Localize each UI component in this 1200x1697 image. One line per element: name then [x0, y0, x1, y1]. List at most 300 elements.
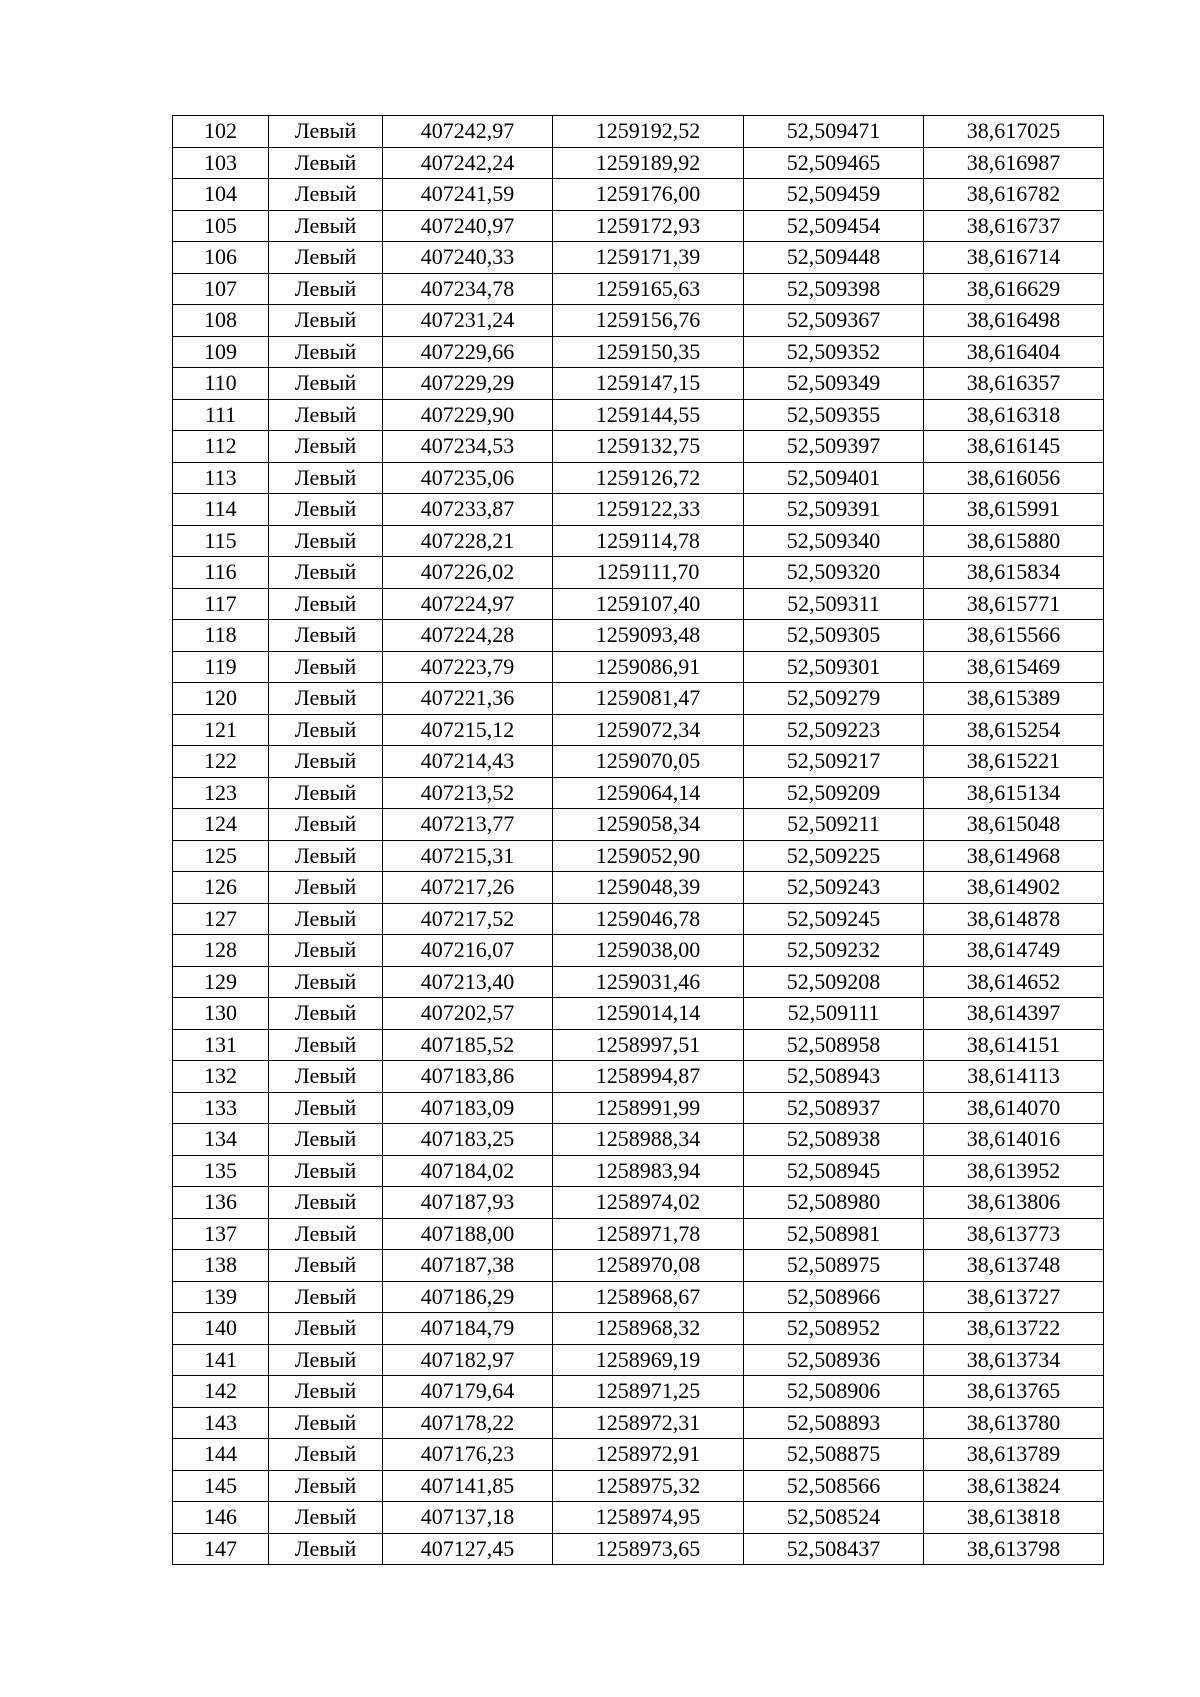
side-cell: Левый	[269, 1218, 383, 1250]
latitude-cell: 52,509397	[744, 431, 924, 463]
longitude-cell: 38,615254	[924, 714, 1104, 746]
longitude-cell: 38,615221	[924, 746, 1104, 778]
table-row	[173, 210, 1104, 242]
side-cell: Левый	[269, 966, 383, 998]
longitude-cell: 38,614397	[924, 998, 1104, 1030]
latitude-cell: 52,509211	[744, 809, 924, 841]
point-number-cell: 136	[173, 1187, 269, 1219]
longitude-cell: 38,616357	[924, 368, 1104, 400]
latitude-cell: 52,509111	[744, 998, 924, 1030]
table-row	[173, 935, 1104, 967]
longitude-cell: 38,614749	[924, 935, 1104, 967]
latitude-cell: 52,509367	[744, 305, 924, 337]
x-coordinate-cell: 407217,26	[383, 872, 553, 904]
x-coordinate-cell: 407179,64	[383, 1376, 553, 1408]
table-row	[173, 620, 1104, 652]
side-cell: Левый	[269, 588, 383, 620]
latitude-cell: 52,509279	[744, 683, 924, 715]
longitude-cell: 38,615134	[924, 777, 1104, 809]
point-number-cell: 140	[173, 1313, 269, 1345]
point-number-cell: 109	[173, 336, 269, 368]
side-cell: Левый	[269, 273, 383, 305]
latitude-cell: 52,509398	[744, 273, 924, 305]
latitude-cell: 52,508981	[744, 1218, 924, 1250]
longitude-cell: 38,614070	[924, 1092, 1104, 1124]
longitude-cell: 38,614151	[924, 1029, 1104, 1061]
x-coordinate-cell: 407141,85	[383, 1470, 553, 1502]
side-cell: Левый	[269, 683, 383, 715]
side-cell: Левый	[269, 1155, 383, 1187]
table-row	[173, 683, 1104, 715]
side-cell: Левый	[269, 368, 383, 400]
table-row	[173, 494, 1104, 526]
side-cell: Левый	[269, 1250, 383, 1282]
x-coordinate-cell: 407213,40	[383, 966, 553, 998]
x-coordinate-cell: 407215,31	[383, 840, 553, 872]
point-number-cell: 112	[173, 431, 269, 463]
longitude-cell: 38,614902	[924, 872, 1104, 904]
y-coordinate-cell: 1259038,00	[553, 935, 744, 967]
table-row	[173, 1407, 1104, 1439]
longitude-cell: 38,616404	[924, 336, 1104, 368]
side-cell: Левый	[269, 494, 383, 526]
y-coordinate-cell: 1259150,35	[553, 336, 744, 368]
table-row	[173, 1281, 1104, 1313]
x-coordinate-cell: 407215,12	[383, 714, 553, 746]
latitude-cell: 52,509311	[744, 588, 924, 620]
x-coordinate-cell: 407242,97	[383, 116, 553, 148]
table-row	[173, 179, 1104, 211]
y-coordinate-cell: 1259192,52	[553, 116, 744, 148]
side-cell: Левый	[269, 714, 383, 746]
latitude-cell: 52,509243	[744, 872, 924, 904]
point-number-cell: 106	[173, 242, 269, 274]
y-coordinate-cell: 1258970,08	[553, 1250, 744, 1282]
longitude-cell: 38,614968	[924, 840, 1104, 872]
table-row	[173, 746, 1104, 778]
y-coordinate-cell: 1259144,55	[553, 399, 744, 431]
coordinates-table-body	[173, 116, 1104, 1565]
side-cell: Левый	[269, 1029, 383, 1061]
side-cell: Левый	[269, 1187, 383, 1219]
x-coordinate-cell: 407224,97	[383, 588, 553, 620]
point-number-cell: 104	[173, 179, 269, 211]
point-number-cell: 107	[173, 273, 269, 305]
x-coordinate-cell: 407127,45	[383, 1533, 553, 1565]
y-coordinate-cell: 1259176,00	[553, 179, 744, 211]
side-cell: Левый	[269, 903, 383, 935]
longitude-cell: 38,613734	[924, 1344, 1104, 1376]
x-coordinate-cell: 407213,77	[383, 809, 553, 841]
latitude-cell: 52,508893	[744, 1407, 924, 1439]
y-coordinate-cell: 1259165,63	[553, 273, 744, 305]
table-row	[173, 305, 1104, 337]
longitude-cell: 38,613789	[924, 1439, 1104, 1471]
latitude-cell: 52,508975	[744, 1250, 924, 1282]
table-row	[173, 714, 1104, 746]
table-row	[173, 1029, 1104, 1061]
longitude-cell: 38,616145	[924, 431, 1104, 463]
y-coordinate-cell: 1259107,40	[553, 588, 744, 620]
y-coordinate-cell: 1258997,51	[553, 1029, 744, 1061]
y-coordinate-cell: 1259072,34	[553, 714, 744, 746]
table-row	[173, 777, 1104, 809]
latitude-cell: 52,508437	[744, 1533, 924, 1565]
table-row	[173, 1187, 1104, 1219]
table-row	[173, 147, 1104, 179]
x-coordinate-cell: 407216,07	[383, 935, 553, 967]
point-number-cell: 142	[173, 1376, 269, 1408]
point-number-cell: 128	[173, 935, 269, 967]
longitude-cell: 38,615880	[924, 525, 1104, 557]
point-number-cell: 133	[173, 1092, 269, 1124]
longitude-cell: 38,616056	[924, 462, 1104, 494]
side-cell: Левый	[269, 462, 383, 494]
point-number-cell: 137	[173, 1218, 269, 1250]
table-row	[173, 966, 1104, 998]
longitude-cell: 38,614113	[924, 1061, 1104, 1093]
side-cell: Левый	[269, 1313, 383, 1345]
x-coordinate-cell: 407183,25	[383, 1124, 553, 1156]
latitude-cell: 52,509352	[744, 336, 924, 368]
longitude-cell: 38,613727	[924, 1281, 1104, 1313]
x-coordinate-cell: 407213,52	[383, 777, 553, 809]
point-number-cell: 144	[173, 1439, 269, 1471]
latitude-cell: 52,509401	[744, 462, 924, 494]
longitude-cell: 38,613722	[924, 1313, 1104, 1345]
table-row	[173, 1092, 1104, 1124]
y-coordinate-cell: 1258973,65	[553, 1533, 744, 1565]
x-coordinate-cell: 407233,87	[383, 494, 553, 526]
longitude-cell: 38,617025	[924, 116, 1104, 148]
longitude-cell: 38,616737	[924, 210, 1104, 242]
table-row	[173, 1155, 1104, 1187]
table-row	[173, 1439, 1104, 1471]
y-coordinate-cell: 1259046,78	[553, 903, 744, 935]
side-cell: Левый	[269, 1061, 383, 1093]
side-cell: Левый	[269, 872, 383, 904]
longitude-cell: 38,615469	[924, 651, 1104, 683]
latitude-cell: 52,508945	[744, 1155, 924, 1187]
x-coordinate-cell: 407240,97	[383, 210, 553, 242]
side-cell: Левый	[269, 998, 383, 1030]
y-coordinate-cell: 1259147,15	[553, 368, 744, 400]
table-row	[173, 998, 1104, 1030]
x-coordinate-cell: 407234,53	[383, 431, 553, 463]
longitude-cell: 38,613780	[924, 1407, 1104, 1439]
point-number-cell: 147	[173, 1533, 269, 1565]
point-number-cell: 114	[173, 494, 269, 526]
y-coordinate-cell: 1258994,87	[553, 1061, 744, 1093]
table-row	[173, 903, 1104, 935]
table-row	[173, 1502, 1104, 1534]
y-coordinate-cell: 1258988,34	[553, 1124, 744, 1156]
x-coordinate-cell: 407228,21	[383, 525, 553, 557]
point-number-cell: 138	[173, 1250, 269, 1282]
point-number-cell: 110	[173, 368, 269, 400]
y-coordinate-cell: 1259093,48	[553, 620, 744, 652]
latitude-cell: 52,509471	[744, 116, 924, 148]
side-cell: Левый	[269, 525, 383, 557]
point-number-cell: 141	[173, 1344, 269, 1376]
longitude-cell: 38,615048	[924, 809, 1104, 841]
y-coordinate-cell: 1259052,90	[553, 840, 744, 872]
latitude-cell: 52,508566	[744, 1470, 924, 1502]
table-row	[173, 1470, 1104, 1502]
side-cell: Левый	[269, 305, 383, 337]
longitude-cell: 38,613748	[924, 1250, 1104, 1282]
x-coordinate-cell: 407214,43	[383, 746, 553, 778]
y-coordinate-cell: 1259126,72	[553, 462, 744, 494]
longitude-cell: 38,613773	[924, 1218, 1104, 1250]
x-coordinate-cell: 407185,52	[383, 1029, 553, 1061]
x-coordinate-cell: 407229,29	[383, 368, 553, 400]
longitude-cell: 38,615771	[924, 588, 1104, 620]
latitude-cell: 52,508952	[744, 1313, 924, 1345]
y-coordinate-cell: 1258968,67	[553, 1281, 744, 1313]
y-coordinate-cell: 1259156,76	[553, 305, 744, 337]
side-cell: Левый	[269, 809, 383, 841]
longitude-cell: 38,615566	[924, 620, 1104, 652]
point-number-cell: 111	[173, 399, 269, 431]
side-cell: Левый	[269, 1407, 383, 1439]
table-row	[173, 1376, 1104, 1408]
latitude-cell: 52,508958	[744, 1029, 924, 1061]
point-number-cell: 125	[173, 840, 269, 872]
point-number-cell: 117	[173, 588, 269, 620]
y-coordinate-cell: 1259014,14	[553, 998, 744, 1030]
table-row	[173, 368, 1104, 400]
side-cell: Левый	[269, 431, 383, 463]
y-coordinate-cell: 1258983,94	[553, 1155, 744, 1187]
longitude-cell: 38,615834	[924, 557, 1104, 589]
side-cell: Левый	[269, 557, 383, 589]
point-number-cell: 127	[173, 903, 269, 935]
x-coordinate-cell: 407229,90	[383, 399, 553, 431]
y-coordinate-cell: 1259114,78	[553, 525, 744, 557]
table-row	[173, 431, 1104, 463]
side-cell: Левый	[269, 1124, 383, 1156]
table-row	[173, 588, 1104, 620]
side-cell: Левый	[269, 1533, 383, 1565]
side-cell: Левый	[269, 1439, 383, 1471]
side-cell: Левый	[269, 210, 383, 242]
point-number-cell: 118	[173, 620, 269, 652]
point-number-cell: 115	[173, 525, 269, 557]
y-coordinate-cell: 1259048,39	[553, 872, 744, 904]
longitude-cell: 38,616714	[924, 242, 1104, 274]
point-number-cell: 132	[173, 1061, 269, 1093]
table-row	[173, 872, 1104, 904]
y-coordinate-cell: 1259132,75	[553, 431, 744, 463]
longitude-cell: 38,616318	[924, 399, 1104, 431]
latitude-cell: 52,509349	[744, 368, 924, 400]
point-number-cell: 129	[173, 966, 269, 998]
side-cell: Левый	[269, 1376, 383, 1408]
latitude-cell: 52,509340	[744, 525, 924, 557]
point-number-cell: 130	[173, 998, 269, 1030]
latitude-cell: 52,508937	[744, 1092, 924, 1124]
y-coordinate-cell: 1259172,93	[553, 210, 744, 242]
x-coordinate-cell: 407223,79	[383, 651, 553, 683]
latitude-cell: 52,509217	[744, 746, 924, 778]
x-coordinate-cell: 407242,24	[383, 147, 553, 179]
x-coordinate-cell: 407176,23	[383, 1439, 553, 1471]
x-coordinate-cell: 407188,00	[383, 1218, 553, 1250]
table-row	[173, 809, 1104, 841]
table-row	[173, 462, 1104, 494]
x-coordinate-cell: 407217,52	[383, 903, 553, 935]
x-coordinate-cell: 407234,78	[383, 273, 553, 305]
y-coordinate-cell: 1259086,91	[553, 651, 744, 683]
side-cell: Левый	[269, 840, 383, 872]
x-coordinate-cell: 407229,66	[383, 336, 553, 368]
latitude-cell: 52,509225	[744, 840, 924, 872]
x-coordinate-cell: 407240,33	[383, 242, 553, 274]
table-row	[173, 1061, 1104, 1093]
longitude-cell: 38,613952	[924, 1155, 1104, 1187]
point-number-cell: 105	[173, 210, 269, 242]
table-row	[173, 840, 1104, 872]
side-cell: Левый	[269, 935, 383, 967]
longitude-cell: 38,613806	[924, 1187, 1104, 1219]
side-cell: Левый	[269, 399, 383, 431]
point-number-cell: 134	[173, 1124, 269, 1156]
table-row	[173, 1218, 1104, 1250]
y-coordinate-cell: 1258971,78	[553, 1218, 744, 1250]
x-coordinate-cell: 407231,24	[383, 305, 553, 337]
y-coordinate-cell: 1259064,14	[553, 777, 744, 809]
latitude-cell: 52,508938	[744, 1124, 924, 1156]
point-number-cell: 122	[173, 746, 269, 778]
table-row	[173, 1124, 1104, 1156]
longitude-cell: 38,615991	[924, 494, 1104, 526]
x-coordinate-cell: 407184,02	[383, 1155, 553, 1187]
side-cell: Левый	[269, 1502, 383, 1534]
latitude-cell: 52,509355	[744, 399, 924, 431]
longitude-cell: 38,616498	[924, 305, 1104, 337]
latitude-cell: 52,509454	[744, 210, 924, 242]
table-row	[173, 273, 1104, 305]
latitude-cell: 52,508875	[744, 1439, 924, 1471]
y-coordinate-cell: 1259031,46	[553, 966, 744, 998]
x-coordinate-cell: 407186,29	[383, 1281, 553, 1313]
table-row	[173, 1250, 1104, 1282]
latitude-cell: 52,508980	[744, 1187, 924, 1219]
y-coordinate-cell: 1258968,32	[553, 1313, 744, 1345]
side-cell: Левый	[269, 242, 383, 274]
side-cell: Левый	[269, 746, 383, 778]
table-row	[173, 1533, 1104, 1565]
table-row	[173, 1313, 1104, 1345]
y-coordinate-cell: 1258971,25	[553, 1376, 744, 1408]
x-coordinate-cell: 407182,97	[383, 1344, 553, 1376]
y-coordinate-cell: 1258972,91	[553, 1439, 744, 1471]
table-row	[173, 525, 1104, 557]
side-cell: Левый	[269, 336, 383, 368]
table-row	[173, 116, 1104, 148]
longitude-cell: 38,613818	[924, 1502, 1104, 1534]
point-number-cell: 126	[173, 872, 269, 904]
coordinates-table	[172, 115, 1104, 1565]
longitude-cell: 38,614878	[924, 903, 1104, 935]
side-cell: Левый	[269, 1344, 383, 1376]
x-coordinate-cell: 407187,38	[383, 1250, 553, 1282]
longitude-cell: 38,616629	[924, 273, 1104, 305]
longitude-cell: 38,613798	[924, 1533, 1104, 1565]
y-coordinate-cell: 1258991,99	[553, 1092, 744, 1124]
y-coordinate-cell: 1259070,05	[553, 746, 744, 778]
side-cell: Левый	[269, 651, 383, 683]
table-row	[173, 242, 1104, 274]
latitude-cell: 52,509208	[744, 966, 924, 998]
latitude-cell: 52,508966	[744, 1281, 924, 1313]
latitude-cell: 52,509448	[744, 242, 924, 274]
y-coordinate-cell: 1258974,95	[553, 1502, 744, 1534]
side-cell: Левый	[269, 116, 383, 148]
y-coordinate-cell: 1258975,32	[553, 1470, 744, 1502]
latitude-cell: 52,509459	[744, 179, 924, 211]
side-cell: Левый	[269, 147, 383, 179]
point-number-cell: 120	[173, 683, 269, 715]
latitude-cell: 52,508524	[744, 1502, 924, 1534]
side-cell: Левый	[269, 179, 383, 211]
latitude-cell: 52,509232	[744, 935, 924, 967]
longitude-cell: 38,616987	[924, 147, 1104, 179]
x-coordinate-cell: 407183,86	[383, 1061, 553, 1093]
x-coordinate-cell: 407221,36	[383, 683, 553, 715]
point-number-cell: 119	[173, 651, 269, 683]
longitude-cell: 38,614016	[924, 1124, 1104, 1156]
side-cell: Левый	[269, 1281, 383, 1313]
latitude-cell: 52,508936	[744, 1344, 924, 1376]
point-number-cell: 143	[173, 1407, 269, 1439]
point-number-cell: 124	[173, 809, 269, 841]
point-number-cell: 139	[173, 1281, 269, 1313]
table-row	[173, 1344, 1104, 1376]
latitude-cell: 52,509209	[744, 777, 924, 809]
point-number-cell: 145	[173, 1470, 269, 1502]
x-coordinate-cell: 407224,28	[383, 620, 553, 652]
latitude-cell: 52,508906	[744, 1376, 924, 1408]
side-cell: Левый	[269, 1470, 383, 1502]
longitude-cell: 38,616782	[924, 179, 1104, 211]
x-coordinate-cell: 407184,79	[383, 1313, 553, 1345]
point-number-cell: 146	[173, 1502, 269, 1534]
table-row	[173, 651, 1104, 683]
x-coordinate-cell: 407183,09	[383, 1092, 553, 1124]
x-coordinate-cell: 407241,59	[383, 179, 553, 211]
y-coordinate-cell: 1258972,31	[553, 1407, 744, 1439]
y-coordinate-cell: 1259189,92	[553, 147, 744, 179]
latitude-cell: 52,509465	[744, 147, 924, 179]
side-cell: Левый	[269, 777, 383, 809]
latitude-cell: 52,509245	[744, 903, 924, 935]
point-number-cell: 135	[173, 1155, 269, 1187]
longitude-cell: 38,613765	[924, 1376, 1104, 1408]
table-row	[173, 557, 1104, 589]
latitude-cell: 52,509223	[744, 714, 924, 746]
latitude-cell: 52,509391	[744, 494, 924, 526]
x-coordinate-cell: 407187,93	[383, 1187, 553, 1219]
latitude-cell: 52,508943	[744, 1061, 924, 1093]
point-number-cell: 102	[173, 116, 269, 148]
longitude-cell: 38,613824	[924, 1470, 1104, 1502]
latitude-cell: 52,509301	[744, 651, 924, 683]
point-number-cell: 113	[173, 462, 269, 494]
point-number-cell: 123	[173, 777, 269, 809]
point-number-cell: 116	[173, 557, 269, 589]
